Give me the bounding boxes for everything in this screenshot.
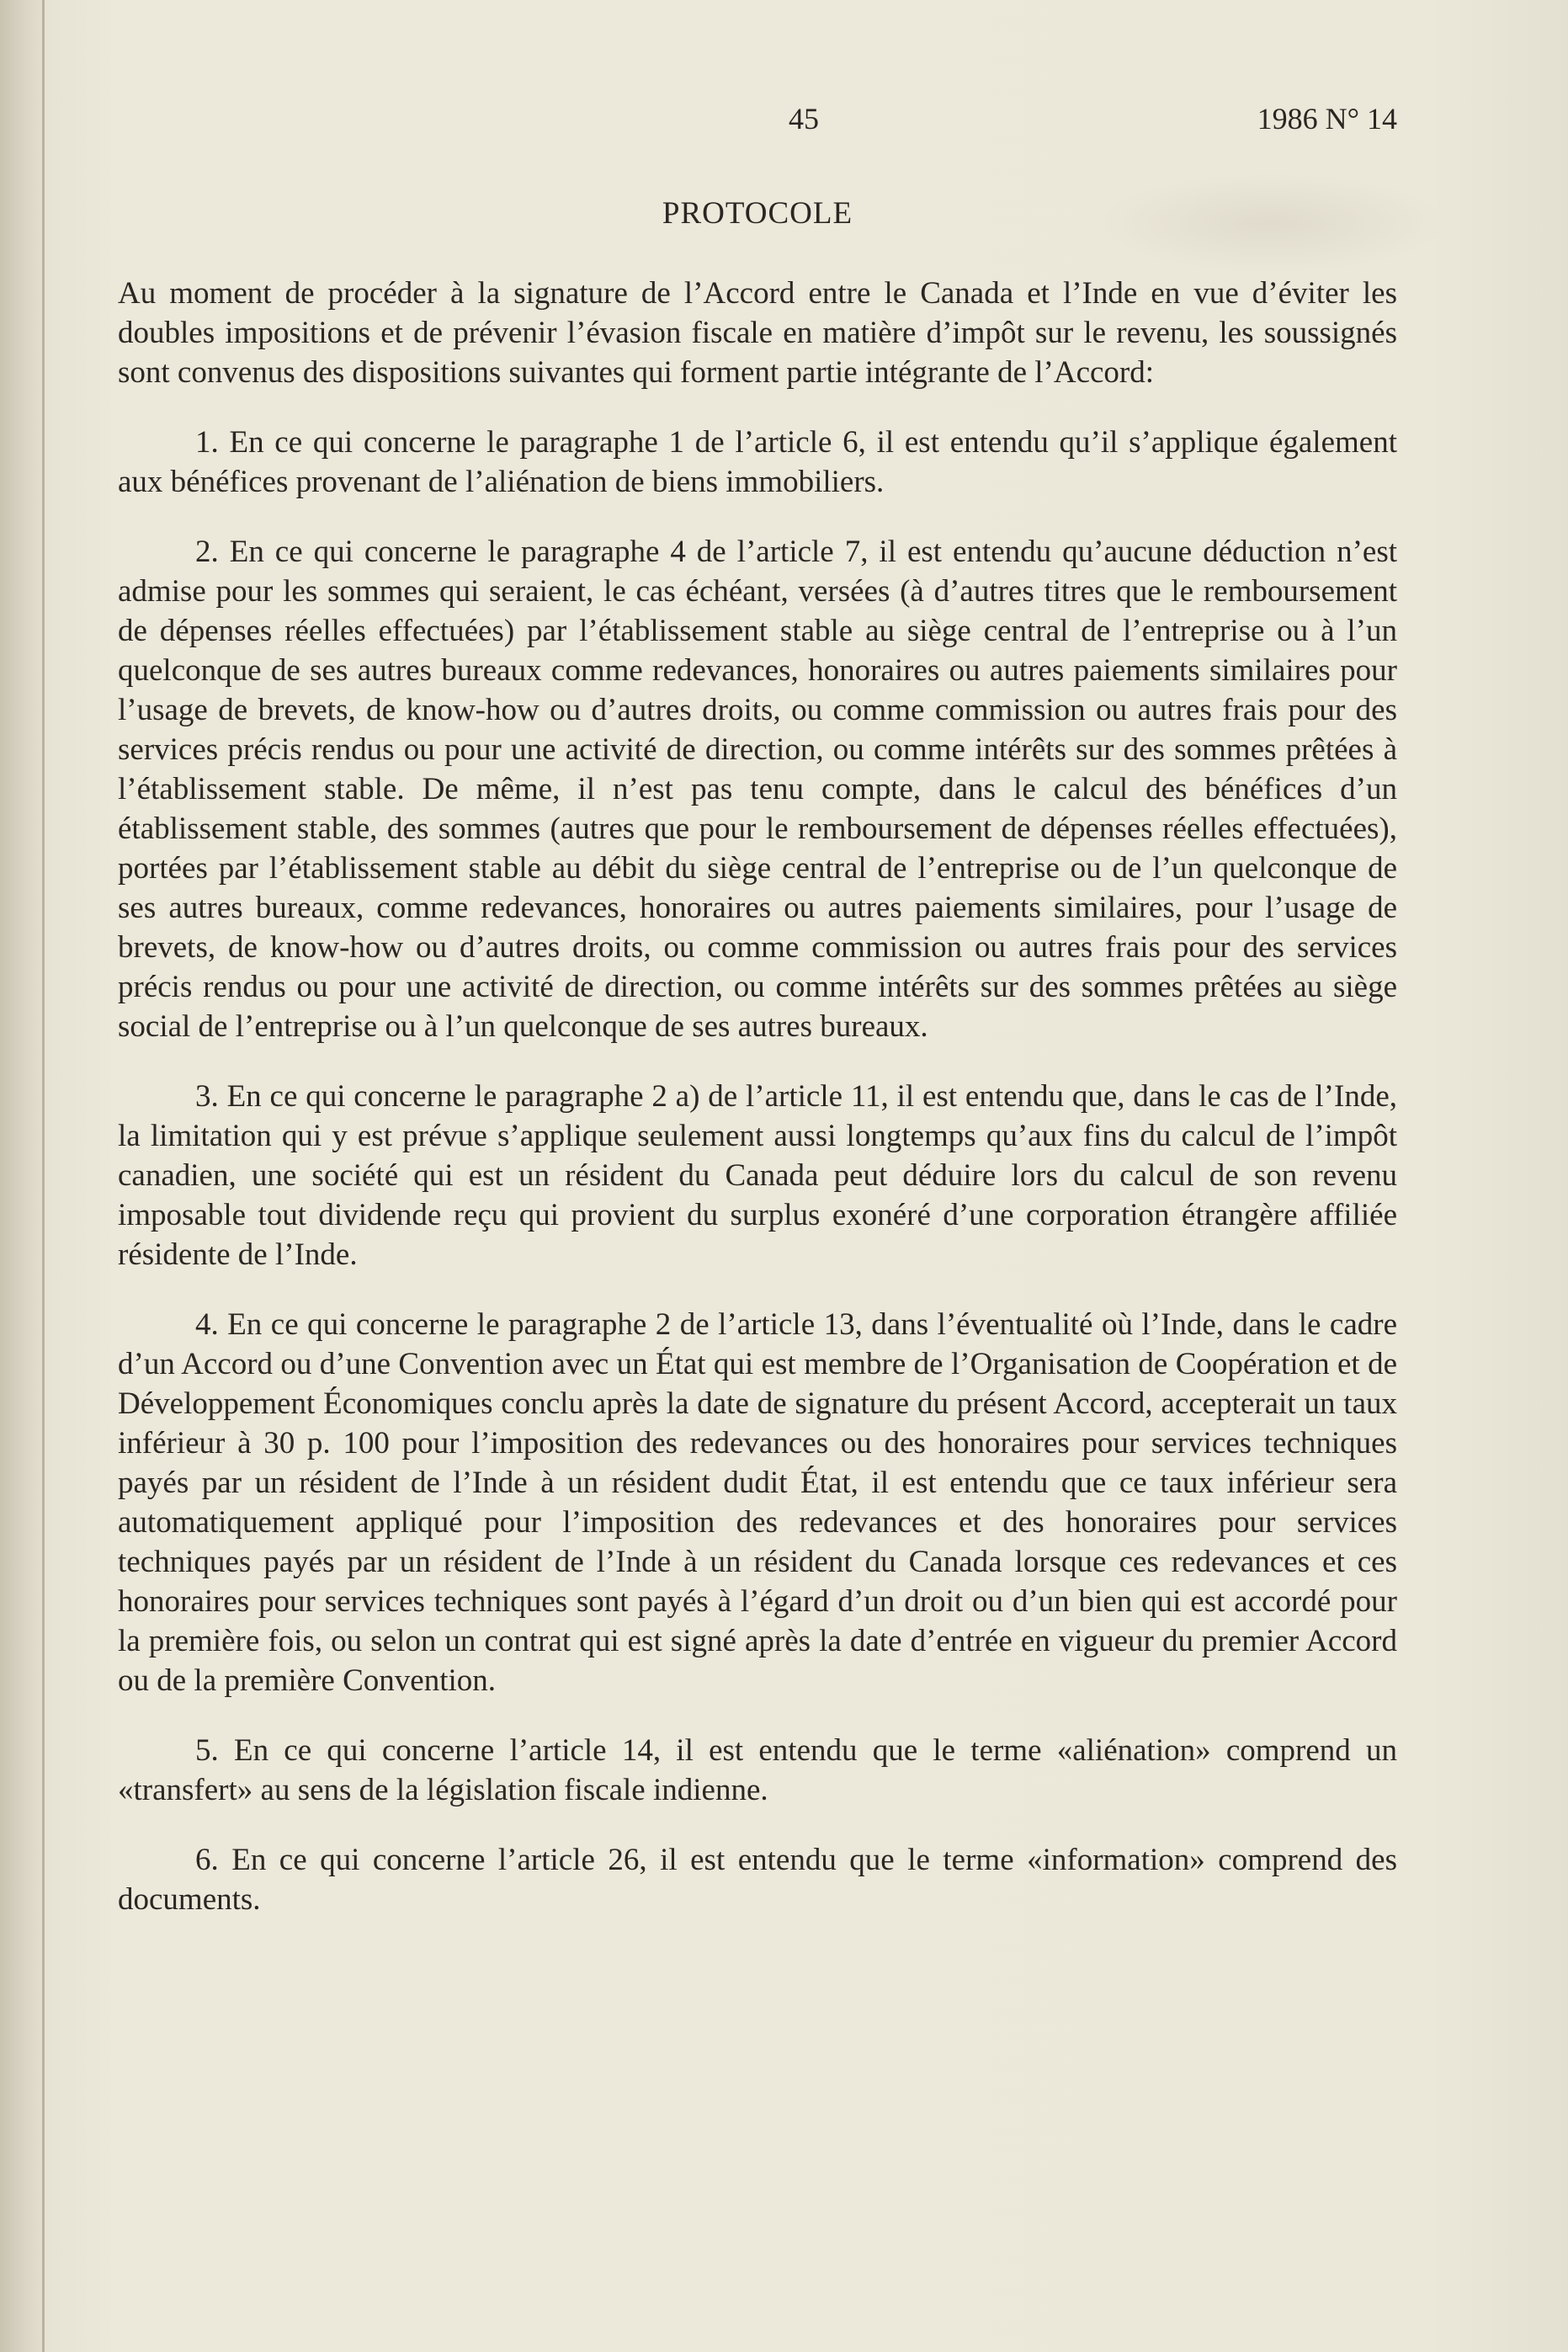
page-number: 45	[789, 102, 819, 136]
protocol-paragraph-3: 3. En ce qui concerne le paragraphe 2 a) de l’article 11, il est entendu que, dans le cas de l’Inde, la limitation qui y est prévue s’applique seulement aussi longtemps qu’aux fins du calcul de l’impôt canadien, une société qui est un résident du Canada peut déduire lors du calcul de son revenu imposable tout dividende reçu qui provient du surplus exonéré d’une corporation étrangère affiliée résidente de l’Inde.	[118, 1079, 1397, 1272]
page-header	[118, 101, 1397, 152]
intro-paragraph: Au moment de procéder à la signature de l’Accord entre le Canada et l’Inde en vue d’éviter les doubles impositions et de prévenir l’évasion fiscale en matière d’impôt sur le revenu, les soussignés sont convenus des dispositions suivantes qui forment partie intégrante de l’Accord:	[118, 276, 1397, 390]
binding-edge	[42, 0, 45, 2352]
page-gutter	[0, 0, 44, 2352]
protocol-paragraph-1: 1. En ce qui concerne le paragraphe 1 de l’article 6, il est entendu qu’il s’applique également aux bénéfices provenant de l’aliénation de biens immobiliers.	[118, 425, 1397, 499]
protocol-paragraph-5: 5. En ce qui concerne l’article 14, il est entendu que le terme «aliénation» comprend un «transfert» au sens de la législation fiscale indienne.	[118, 1733, 1397, 1807]
protocol-paragraph-4: 4. En ce qui concerne le paragraphe 2 de l’article 13, dans l’éventualité où l’Inde, dans le cadre d’un Accord ou d’une Convention avec un État qui est membre de l’Organisation de Coopération et de Développement Économiques conclu après la date de signature du présent Accord, accepterait un taux inférieur à 30 p. 100 pour l’imposition des redevances ou des honoraires pour services techniques payés par un résident de l’Inde à un résident dudit État, il est entendu que ce taux inférieur sera automatiquement appliqué pour l’imposition des redevances et des honoraires pour services techniques payés par un résident de l’Inde à un résident du Canada lorsque ces redevances et ces honoraires pour services techniques sont payés à l’égard d’un droit ou d’un bien qui est accordé pour la première fois, ou selon un contrat qui est signé après la date d’entrée en vigueur du premier Accord ou de la première Convention.	[118, 1307, 1397, 1698]
document-body	[118, 274, 1397, 1950]
protocol-paragraph-2: 2. En ce qui concerne le paragraphe 4 de l’article 7, il est entendu qu’aucune déduction n’est admise pour les sommes qui seraient, le cas échéant, versées (à d’autres titres que le remboursement de dépenses réelles effectuées) par l’établissement stable au siège central de l’entreprise ou à l’un quelconque de ses autres bureaux comme redevances, honoraires ou autres paiements similaires pour l’usage de brevets, de know-how ou d’autres droits, ou comme commission ou autres frais pour des services précis rendus ou pour une activité de direction, ou comme intérêts sur des sommes prêtées à l’établissement stable. De même, il n’est pas tenu compte, dans le calcul des bénéfices d’un établissement stable, des sommes (autres que pour le remboursement de dépenses réelles effectuées), portées par l’établissement stable au débit du siège central de l’entreprise ou de l’un quelconque de ses autres bureaux, comme redevances, honoraires ou autres paiements similaires, pour l’usage de brevets, de know-how ou d’autres droits, ou comme commission ou autres frais pour des services précis rendus ou pour une activité de direction, ou comme intérêts sur des sommes prêtées au siège social de l’entreprise ou à l’un quelconque de ses autres bureaux.	[118, 535, 1397, 1044]
protocol-paragraph-6: 6. En ce qui concerne l’article 26, il est entendu que le terme «information» comprend des documents.	[118, 1843, 1397, 1917]
volume-reference: 1986 N° 14	[1257, 102, 1397, 136]
document-title: PROTOCOLE	[662, 196, 853, 231]
